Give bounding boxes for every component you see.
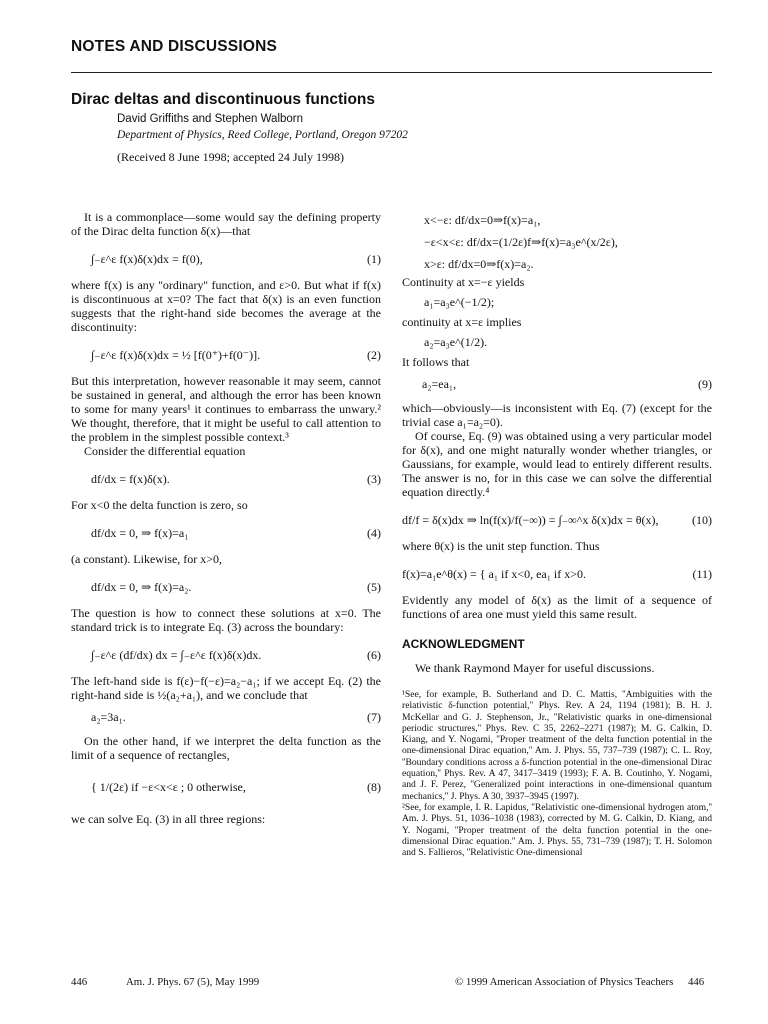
- equation-number: (8): [367, 780, 381, 794]
- equation-number: (6): [367, 648, 381, 662]
- equation-number: (10): [692, 513, 712, 527]
- equation-body: a₂=3a₁.: [91, 710, 126, 724]
- paragraph: Consider the differential equation: [84, 444, 246, 458]
- equation-3: [71, 464, 381, 494]
- region-equation: −ε<x<ε: df/dx=(1/2ε)f⇒f(x)=a₃e^(x/2ε),: [424, 235, 618, 249]
- paragraph: Evidently any model of δ(x) as the limit of a sequence of functions of area one must yield this same result.: [402, 593, 712, 621]
- article-title: Dirac deltas and discontinuous functions: [71, 91, 376, 108]
- paragraph: For x<0 the delta function is zero, so: [71, 498, 248, 512]
- paragraph: The left-hand side is f(ε)−f(−ε)=a₂−a₁; if we accept Eq. (2) the right-hand side is ½(a₂+a₁), and we conclude that: [71, 674, 381, 702]
- paragraph: But this interpretation, however reasonable it may seem, cannot be sustained in general, and although the error has been known to some for many years¹ it continues to embarrass the unwary.² We thought, therefore, that it might be useful to call attention to the problem in the simplest possible context.³: [71, 374, 381, 444]
- equation-number: (11): [692, 567, 712, 581]
- footnotes: [402, 689, 712, 858]
- equation-11: [402, 559, 712, 589]
- received-date: (Received 8 June 1998; accepted 24 July 1998): [117, 150, 344, 164]
- equation-body: df/dx = 0, ⇒ f(x)=a₂.: [91, 580, 192, 594]
- left-column: [71, 210, 381, 826]
- equation-4: [71, 518, 381, 548]
- paragraph: It is a commonplace—some would say the defining property of the Dirac delta function δ(x)—that: [71, 210, 381, 238]
- paragraph: where θ(x) is the unit step function. Thus: [402, 539, 600, 553]
- equation-6: [71, 640, 381, 670]
- page-number-right: 446: [688, 976, 705, 988]
- equation-body: a₂=ea₁,: [422, 377, 457, 391]
- equation-body: df/f = δ(x)dx ⇒ ln(f(x)/f(−∞)) = ∫₋∞^x δ(x)dx = θ(x),: [402, 513, 659, 527]
- equation-number: (5): [367, 580, 381, 594]
- paragraph: (a constant). Likewise, for x>0,: [71, 552, 223, 566]
- paragraph: continuity at x=ε implies: [402, 315, 522, 329]
- paragraph: where f(x) is any ''ordinary'' function, and ε>0. But what if f(x) is discontinuous at x=0? The fact that δ(x) is an even function suggests that the right-hand side becomes the average at the discontinuity:: [71, 278, 381, 334]
- equation-body: ∫₋ε^ε f(x)δ(x)dx = f(0),: [91, 252, 203, 266]
- equation-body: df/dx = f(x)δ(x).: [91, 472, 170, 486]
- header-rule: [71, 72, 712, 73]
- footnote-2: ²See, for example, I. R. Lapidus, ''Relativistic one-dimensional hydrogen atom,'' Am. J. Phys. 51, 1036–1038 (1983), corrected by M. G. Calkin, D. Kiang, and Y. Nogami, ''Proper treatment of the delta function potential in the one-dimensional Dirac equation.'' Am. J. Phys. 55, 731–739 (1987); T. H. Solomon and S. Fallieros, ''Relativistic One-dimensional: [402, 801, 712, 859]
- section-heading: NOTES AND DISCUSSIONS: [71, 38, 278, 55]
- paragraph: Continuity at x=−ε yields: [402, 275, 525, 289]
- equation-7: [71, 708, 381, 730]
- equation-number: (3): [367, 472, 381, 486]
- footnote-1: ¹See, for example, B. Sutherland and D. C. Mattis, ''Ambiguities with the relativistic δ-function potential,'' Phys. Rev. A 24, 1194 (1981); B. H. J. McKellar and G. J. Stephenson, Jr., ''Relativistic quarks in one-dimensional periodic structures,'' Phys. Rev. C 35, 2262–2271 (1987); M. G. Calkin, D. Kiang, and Y. Nogami, ''Proper treatment of the delta function potential in the one-dimensional Dirac equation,'' Am. J. Phys. 55, 737–739 (1987); C. L. Roy, ''Boundary conditions across a δ-function potential in the one-dimensional Dirac equation,'' Phys. Rev. A 47, 3417–3419 (1993); F. A. B. Coutinho, Y. Nogami, and J. F. Perez, ''Generalized point interactions in one-dimensional quantum mechanics,'' J. Phys. A 30, 3937–3945 (1997).: [402, 689, 712, 802]
- equation-body: f(x)=a₁e^θ(x) = { a₁ if x<0, ea₁ if x>0.: [402, 567, 587, 581]
- equation-number: (1): [367, 252, 381, 266]
- equation-body: { 1/(2ε) if −ε<x<ε ; 0 otherwise,: [91, 780, 246, 794]
- affiliation: Department of Physics, Reed College, Portland, Oregon 97202: [117, 129, 408, 141]
- inline-equation: a₂=a₃e^(1/2).: [424, 335, 488, 349]
- acknowledgment-heading: ACKNOWLEDGMENT: [402, 637, 525, 651]
- paragraph: we can solve Eq. (3) in all three regions:: [71, 812, 266, 826]
- equation-2: [71, 340, 381, 370]
- copyright: © 1999 American Association of Physics Teachers: [455, 976, 674, 988]
- equation-8: [71, 768, 381, 808]
- page-number-left: 446: [71, 976, 88, 988]
- equation-10: [402, 505, 712, 535]
- equation-9: [402, 375, 712, 397]
- equation-body: ∫₋ε^ε f(x)δ(x)dx = ½ [f(0⁺)+f(0⁻)].: [91, 348, 261, 362]
- paragraph: which—obviously—is inconsistent with Eq. (7) (except for the trivial case a₁=a₂=0).: [402, 401, 712, 429]
- equation-body: df/dx = 0, ⇒ f(x)=a₁: [91, 526, 189, 540]
- paragraph: It follows that: [402, 355, 470, 369]
- equation-number: (9): [698, 377, 712, 391]
- inline-equation: a₁=a₃e^(−1/2);: [424, 295, 495, 309]
- acknowledgment-text: We thank Raymond Mayer for useful discussions.: [415, 661, 655, 675]
- paragraph: The question is how to connect these solutions at x=0. The standard trick is to integrate Eq. (3) across the boundary:: [71, 606, 381, 634]
- equation-5: [71, 572, 381, 602]
- right-column: [402, 213, 712, 858]
- paragraph: On the other hand, if we interpret the delta function as the limit of a sequence of rectangles,: [71, 734, 381, 762]
- equation-number: (7): [367, 710, 381, 724]
- region-equation: x>ε: df/dx=0⇒f(x)=a₂.: [424, 257, 534, 271]
- authors: David Griffiths and Stephen Walborn: [117, 113, 304, 125]
- paragraph: Of course, Eq. (9) was obtained using a very particular model for δ(x), and one might naturally wonder whether triangles, or Gaussians, for example, would lead to entirely different results. The answer is no, for in this case we can solve the differential equation directly.⁴: [402, 429, 712, 499]
- equation-body: ∫₋ε^ε (df/dx) dx = ∫₋ε^ε f(x)δ(x)dx.: [91, 648, 262, 662]
- region-equation: x<−ε: df/dx=0⇒f(x)=a₁,: [424, 213, 541, 227]
- journal-citation: Am. J. Phys. 67 (5), May 1999: [126, 976, 260, 988]
- equation-1: [71, 244, 381, 274]
- equation-number: (4): [367, 526, 381, 540]
- equation-number: (2): [367, 348, 381, 362]
